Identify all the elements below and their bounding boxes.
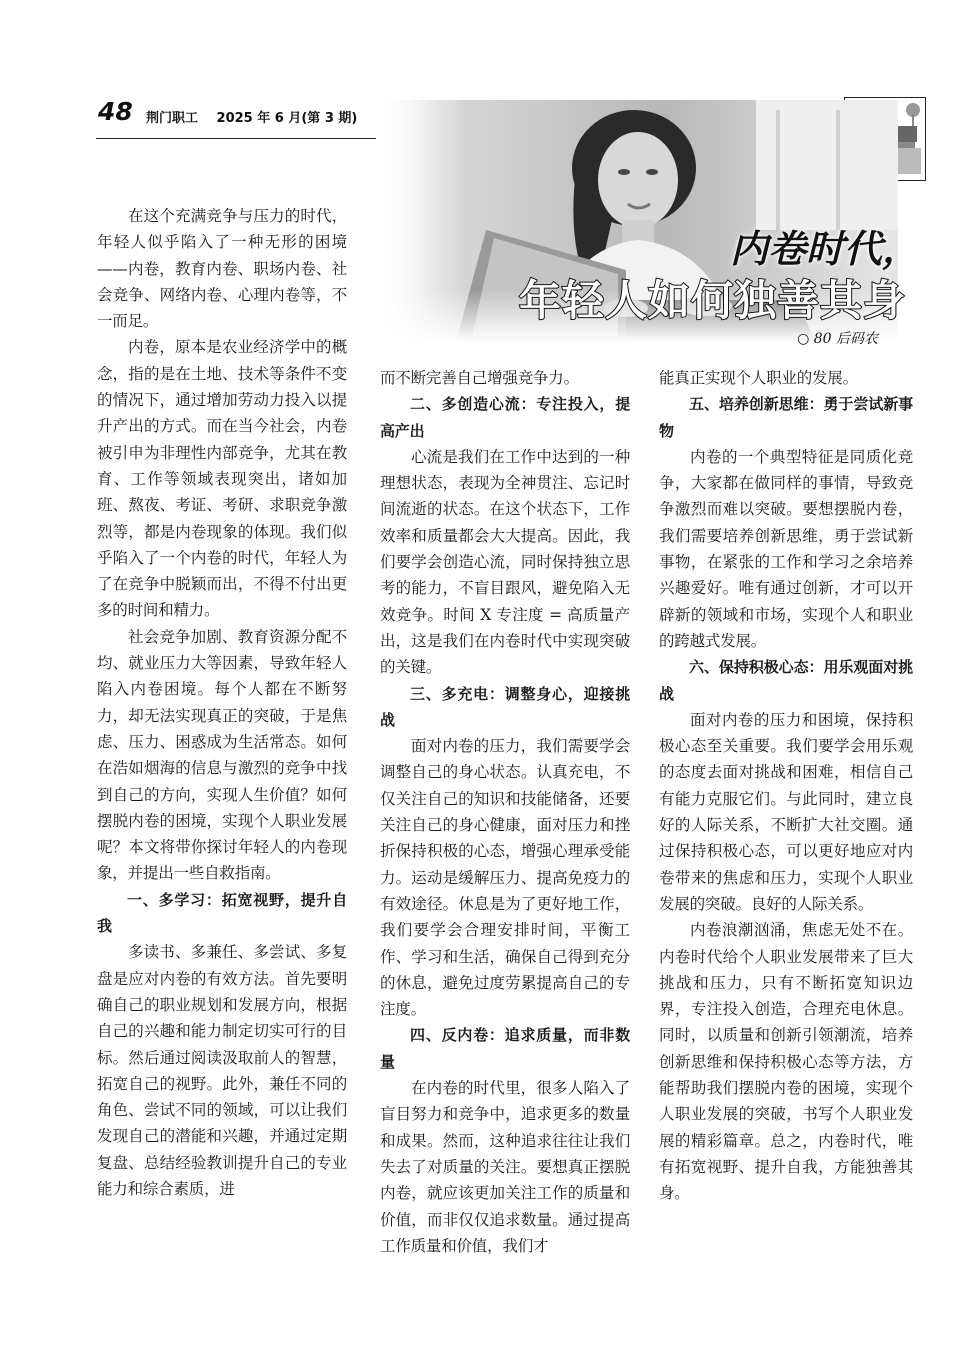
paragraph: 社会竞争加剧、教育资源分配不均、就业压力大等因素，导致年轻人陷入内卷困境。每个人都在不断努力，却无法实现真正的突破，于是焦虑、压力、困惑成为生活常态。如何在浩如烟海的信息与激烈的竞争中找到自己的方向，实现人生价值？如何摆脱内卷的困境，实现个人职业发展呢？本文将带你探讨年轻人的内卷现象，并提出一些自救指南。	[97, 627, 347, 883]
paragraph: 心流是我们在工作中达到的一种理想状态，表现为全神贯注、忘记时间流逝的状态。在这个状态下，工作效率和质量都会大大提高。因此，我们要学会创造心流，同时保持独立思考的能力，不盲目跟风，避免陷入无效竞争。时间 X 专注度 = 高质量产出，这是我们在内卷时代中实现突破的关键。	[380, 447, 630, 677]
paragraph: 面对内卷的压力，我们需要学会调整自己的身心状态。认真充电，不仅关注自己的知识和技能储备，还要关注自己的身心健康，面对压力和挫折保持积极的心态，增强心理承受能力。运动是缓解压力、提高免疫力的有效途径。休息是为了更好地工作，我们要学会合理安排时间，平衡工作、学习和生活，确保自己得到充分的休息，避免过度劳累提高自己的专注度。	[380, 737, 630, 1019]
section-heading: 六、保持积极心态：用乐观面对挑战	[659, 658, 913, 703]
section-heading: 三、多充电：调整身心，迎接挑战	[380, 684, 630, 729]
running-header	[146, 107, 371, 126]
issue-date: 2025 年 6 月(第 3 期)	[216, 111, 358, 126]
section-heading: 一、多学习：拓宽视野，提升自我	[97, 890, 347, 936]
paragraph: 内卷，原本是农业经济学中的概念，指的是在土地、技术等条件不变的情况下，通过增加劳动力投入以提升产出的方式。而在当今社会，内卷被引申为非理性内部竞争，尤其在教育、工作等领域表现突出，诸如加班、熬夜、考证、考研、求职竞争激烈等，都是内卷现象的体现。我们似乎陷入了一个内卷的时代，年轻人为了在竞争中脱颖而出，不得不付出更多的时间和精力。	[97, 338, 347, 620]
page-number: 48	[98, 97, 133, 126]
section-heading: 四、反内卷：追求质量，而非数量	[380, 1026, 630, 1071]
article-title-line2: 年轻人如何独善其身	[518, 276, 906, 325]
text-column-3	[659, 365, 913, 1207]
article-title-line1: 内卷时代，	[729, 226, 920, 271]
paragraph: 内卷浪潮汹涌，焦虑无处不在。内卷时代给个人职业发展带来了巨大挑战和压力，只有不断拓宽知识边界，专注投入创造，合理充电休息。同时，以质量和创新引领潮流，培养创新思维和保持积极心态等方法，方能帮助我们摆脱内卷的困境，实现个人职业发展的突破，书写个人职业发展的精彩篇章。总之，内卷时代，唯有拓宽视野、提升自我，方能独善其身。	[659, 921, 913, 1203]
paragraph: 在内卷的时代里，很多人陷入了盲目努力和竞争中，追求更多的数量和成果。然而，这种追求往往让我们失去了对质量的关注。要想真正摆脱内卷，就应该更加关注工作的质量和价值，而非仅仅追求数量。通过提高工作质量和价值，我们才	[380, 1079, 630, 1255]
section-heading: 五、培养创新思维：勇于尝试新事物	[659, 395, 913, 440]
paragraph: 内卷的一个典型特征是同质化竞争，大家都在做同样的事情，导致竞争激烈而难以突破。要想摆脱内卷，我们需要培养创新思维，勇于尝试新事物，在紧张的工作和学习之余培养兴趣爱好。唯有通过创新，才可以开辟新的领域和市场，实现个人和职业的跨越式发展。	[659, 447, 913, 650]
paragraph: 在这个充满竞争与压力的时代，年轻人似乎陷入了一种无形的困境——内卷，教育内卷、职场内卷、社会竞争、网络内卷、心理内卷等，不一而足。	[97, 207, 347, 331]
paragraph: 面对内卷的压力和困境，保持积极心态至关重要。我们要学会用乐观的态度去面对挑战和困难，相信自己有能力克服它们。与此同时，建立良好的人际关系，不断扩大社交圈。通过保持积极心态，可以更好地应对内卷带来的焦虑和压力，实现个人职业发展的突破。良好的人际关系。	[659, 710, 913, 913]
section-heading: 二、多创造心流：专注投入，提高产出	[380, 395, 630, 440]
paragraph: 多读书、多兼任、多尝试、多复盘是应对内卷的有效方法。首先要明确自己的职业规划和发展方向，根据自己的兴趣和能力制定切实可行的目标。然后通过阅读汲取前人的智慧，拓宽自己的视野。此外，兼任不同的角色、尝试不同的领域，可以让我们发现自己的潜能和兴趣，并通过定期复盘、总结经验教训提升自己的专业能力和综合素质，进	[97, 943, 347, 1198]
text-column-1	[97, 203, 347, 1202]
magazine-name: 荆门职工	[146, 111, 199, 126]
paragraph: 能真正实现个人职业的发展。	[659, 369, 858, 387]
paragraph: 而不断完善自己增强竞争力。	[380, 369, 579, 387]
author-byline: ○ 80 后码农	[797, 331, 878, 347]
text-column-2	[380, 365, 630, 1259]
